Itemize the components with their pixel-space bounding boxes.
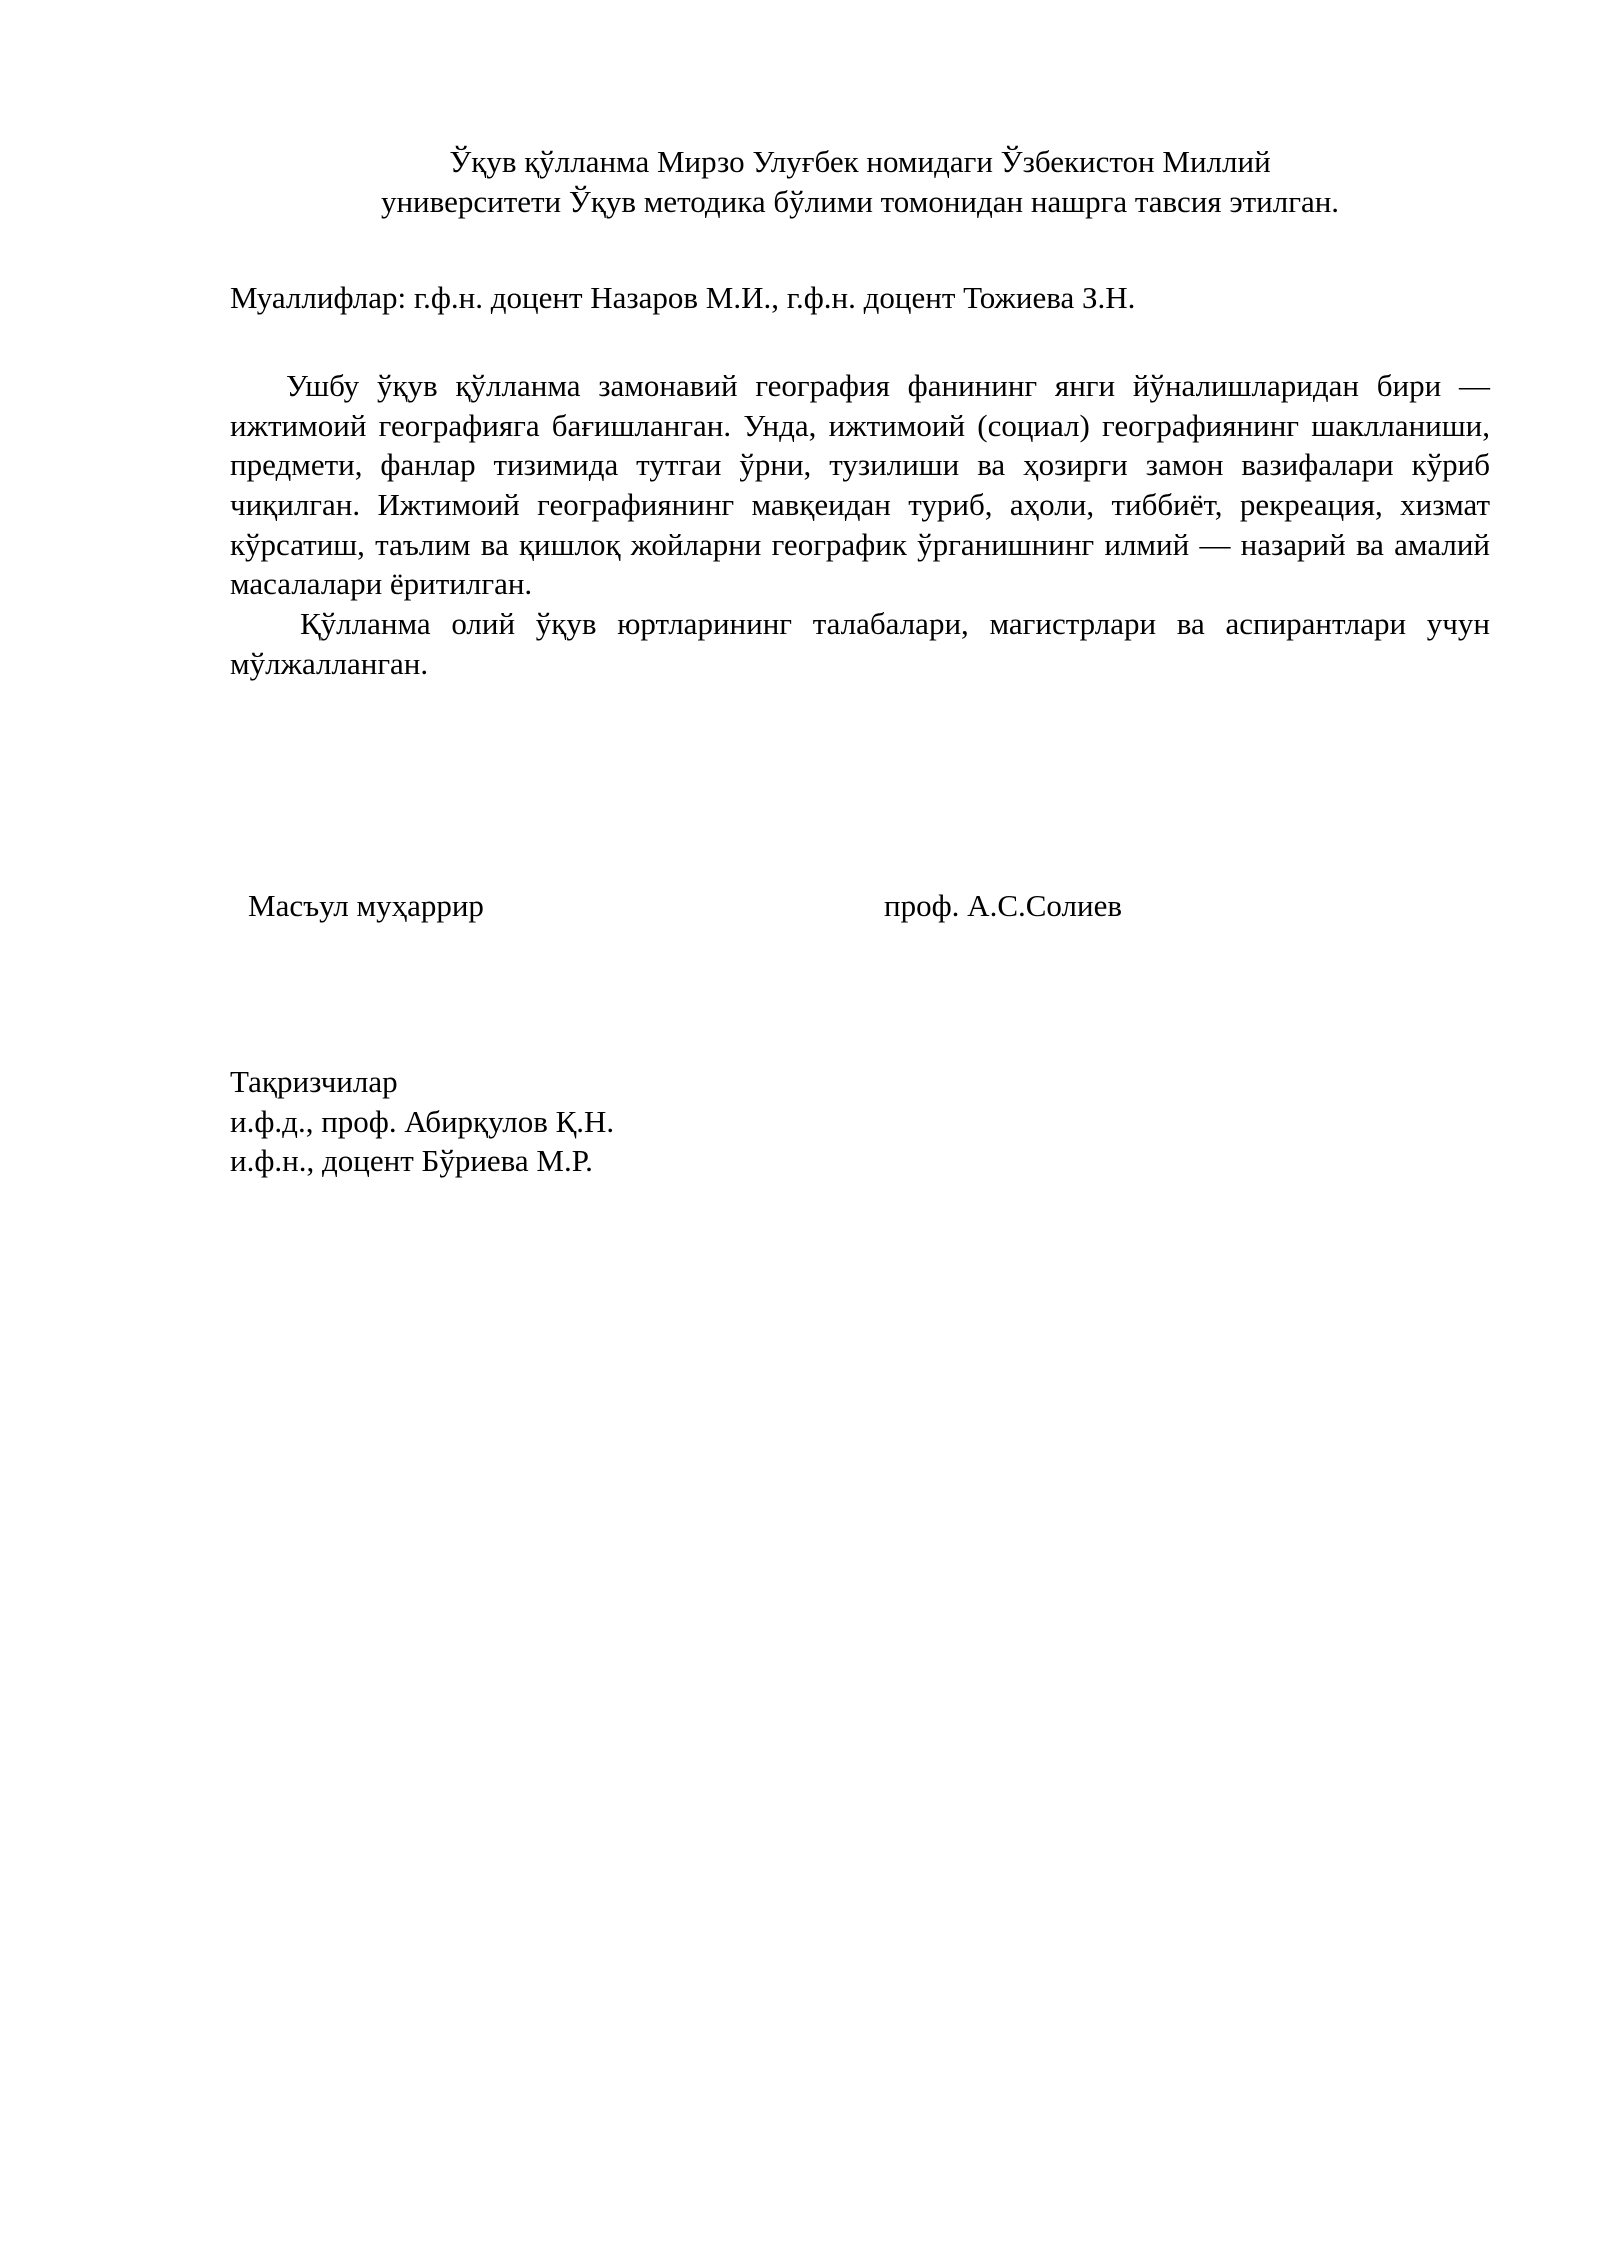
responsible-editor-label: Масъул муҳаррир [248, 888, 484, 923]
approval-line-2: университети Ўқув методика бўлими томонидан нашрга тавсия этилган. [380, 183, 1340, 219]
responsible-editor-name: проф. А.С.Солиев [884, 888, 1122, 923]
reviewers-heading: Тақризчилар [230, 1064, 398, 1099]
approval-line-1: Ўқув қўлланма Мирзо Улуғбек номидаги Ўзбекистон Миллий [449, 144, 1271, 179]
abstract-paragraph-1: Ушбу ўқув қўлланма замонавий география фанининг янги йўналишларидан бири — ижтимоий географияга бағишланган. Унда, ижтимоий (социал) географиянинг шаклланиши, предмети, фанлар тизимида тутгаи ўрни, тузилиши ва ҳозирги замон вазифалари кўриб чиқилган. Ижтимоий географиянинг мавқеидан туриб, аҳоли, тиббиёт, рекреация, хизмат кўрсатиш, таълим ва қишлоқ жойларни географик ўрганишнинг илмий — назарий ва амалий масалалари ёритилган. [230, 368, 1490, 602]
abstract-paragraph-2: Қўлланма олий ўқув юртларининг талабалари, магистрлари ва аспирантлари учун мўлжалланган. [230, 606, 1490, 681]
authors-line: Муаллифлар: г.ф.н. доцент Назаров М.И., г.ф.н. доцент Тожиева З.Н. [230, 280, 1136, 315]
abstract [230, 366, 1490, 683]
reviewers-block [230, 1062, 614, 1181]
reviewer-item: и.ф.д., проф. Абирқулов Қ.Н. [230, 1103, 615, 1139]
approval-note [230, 142, 1490, 221]
reviewer-item: и.ф.н., доцент Бўриева М.Р. [230, 1143, 593, 1179]
